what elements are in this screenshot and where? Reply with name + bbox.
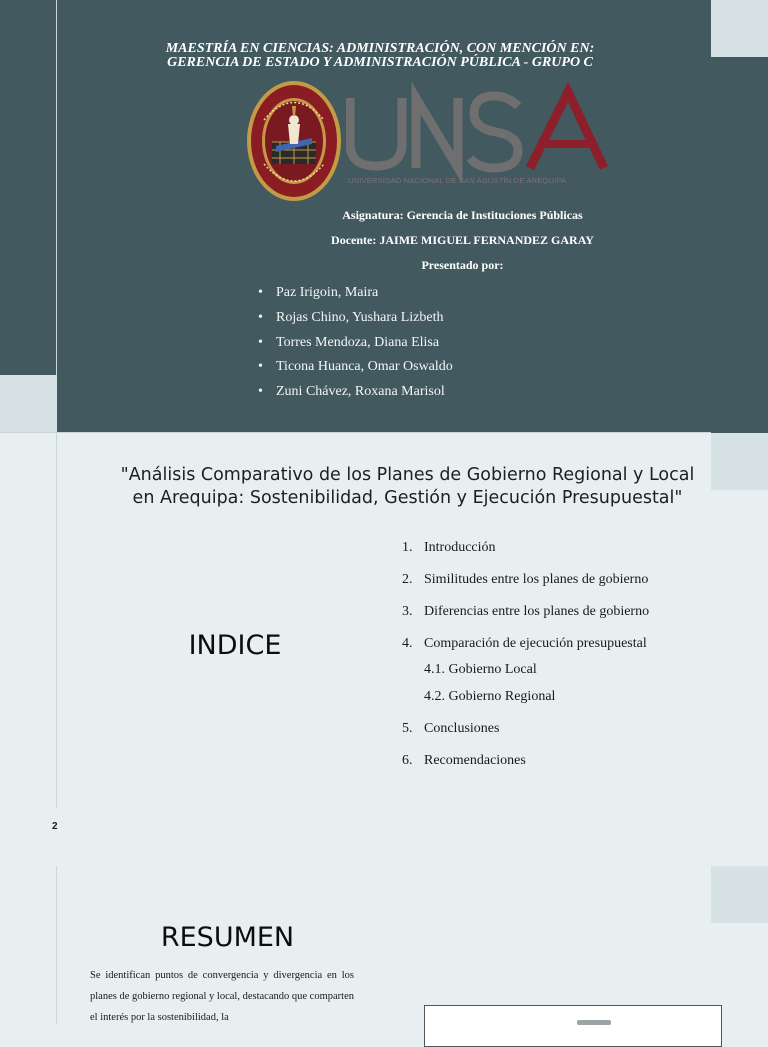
index-divider-line xyxy=(56,433,57,808)
university-subtitle: UNIVERSIDAD NACIONAL DE SAN AGUSTÍN DE AREQUIPA xyxy=(348,176,567,185)
toc-label: Introducción xyxy=(424,540,496,555)
author-item xyxy=(258,333,453,358)
bullet-icon: • xyxy=(258,285,263,300)
author-name: Zuni Chávez, Roxana Marisol xyxy=(276,384,445,400)
page-number: 2 xyxy=(52,821,58,832)
toc-number: 4. xyxy=(402,636,413,651)
summary-text: Se identifican puntos de convergencia y divergencia en los planes de gobierno regional y local, destacando que comparten el interés por la sostenibilidad, la xyxy=(90,970,354,1023)
toc-item xyxy=(402,572,648,588)
figure-box xyxy=(424,1005,722,1047)
author-name: Paz Irigoin, Maira xyxy=(276,285,379,300)
author-item xyxy=(258,382,453,407)
bullet-icon: • xyxy=(258,334,263,350)
decorative-square-top-right xyxy=(711,0,768,57)
toc-number: 2. xyxy=(402,572,413,587)
toc-item xyxy=(402,604,649,620)
toc-number: 6. xyxy=(402,753,413,768)
bullet-icon: • xyxy=(258,359,263,375)
bullet-icon: • xyxy=(258,309,263,325)
program-line-2: GERENCIA DE ESTADO Y ADMINISTRACIÓN PÚBLICA - GRUPO C xyxy=(167,55,593,70)
presented-by-label: Presentado por: xyxy=(421,258,504,272)
university-logo xyxy=(246,80,608,204)
figure-content xyxy=(577,1020,611,1025)
subject-line: Asignatura: Gerencia de Instituciones Públicas xyxy=(342,208,583,222)
index-heading: INDICE xyxy=(188,630,282,661)
toc-number: 4.1. xyxy=(424,662,445,677)
toc-number: 5. xyxy=(402,721,413,736)
program-title xyxy=(100,42,660,70)
toc-item xyxy=(402,721,499,737)
decorative-square-left xyxy=(0,375,57,433)
summary-divider-line xyxy=(56,866,57,1024)
author-name: Rojas Chino, Yushara Lizbeth xyxy=(276,309,444,325)
university-seal-icon xyxy=(246,80,342,202)
toc-label: Diferencias entre los planes de gobierno xyxy=(424,604,650,619)
author-name: Ticona Huanca, Omar Oswaldo xyxy=(276,359,453,375)
toc-label: Gobierno Local xyxy=(448,662,537,677)
author-item xyxy=(258,308,453,333)
toc-label: Similitudes entre los planes de gobierno xyxy=(424,572,649,587)
summary-heading: RESUMEN xyxy=(160,922,295,953)
toc-item xyxy=(402,540,496,556)
toc-label: Comparación de ejecución presupuestal xyxy=(424,636,647,651)
toc-subitem xyxy=(424,662,537,678)
toc-label: Gobierno Regional xyxy=(448,689,556,704)
toc-number: 1. xyxy=(402,540,413,555)
author-name: Torres Mendoza, Diana Elisa xyxy=(276,334,440,350)
toc-item xyxy=(402,636,647,652)
unsa-wordmark xyxy=(346,82,608,182)
bullet-icon: • xyxy=(258,384,263,400)
decorative-square-right-lower xyxy=(711,866,768,923)
author-item xyxy=(258,283,453,308)
toc-label: Recomendaciones xyxy=(424,753,526,768)
teacher-line: Docente: JAIME MIGUEL FERNANDEZ GARAY xyxy=(331,233,594,247)
toc-label: Conclusiones xyxy=(424,721,500,736)
decorative-square-right xyxy=(711,433,768,490)
document-title: "Análisis Comparativo de los Planes de Gobierno Regional y Local en Arequipa: Sostenibilidad, Gestión y Ejecución Presupuestal" xyxy=(120,465,695,508)
toc-number: 4.2. xyxy=(424,689,445,704)
toc-number: 3. xyxy=(402,604,413,619)
author-item xyxy=(258,357,453,382)
program-line-1: MAESTRÍA EN CIENCIAS: ADMINISTRACIÓN, CON MENCIÓN EN: xyxy=(165,41,595,56)
cover-divider-line xyxy=(56,0,57,375)
toc-item xyxy=(402,753,526,769)
page-divider xyxy=(0,432,711,433)
authors-list xyxy=(258,283,453,407)
toc-subitem xyxy=(424,689,555,705)
